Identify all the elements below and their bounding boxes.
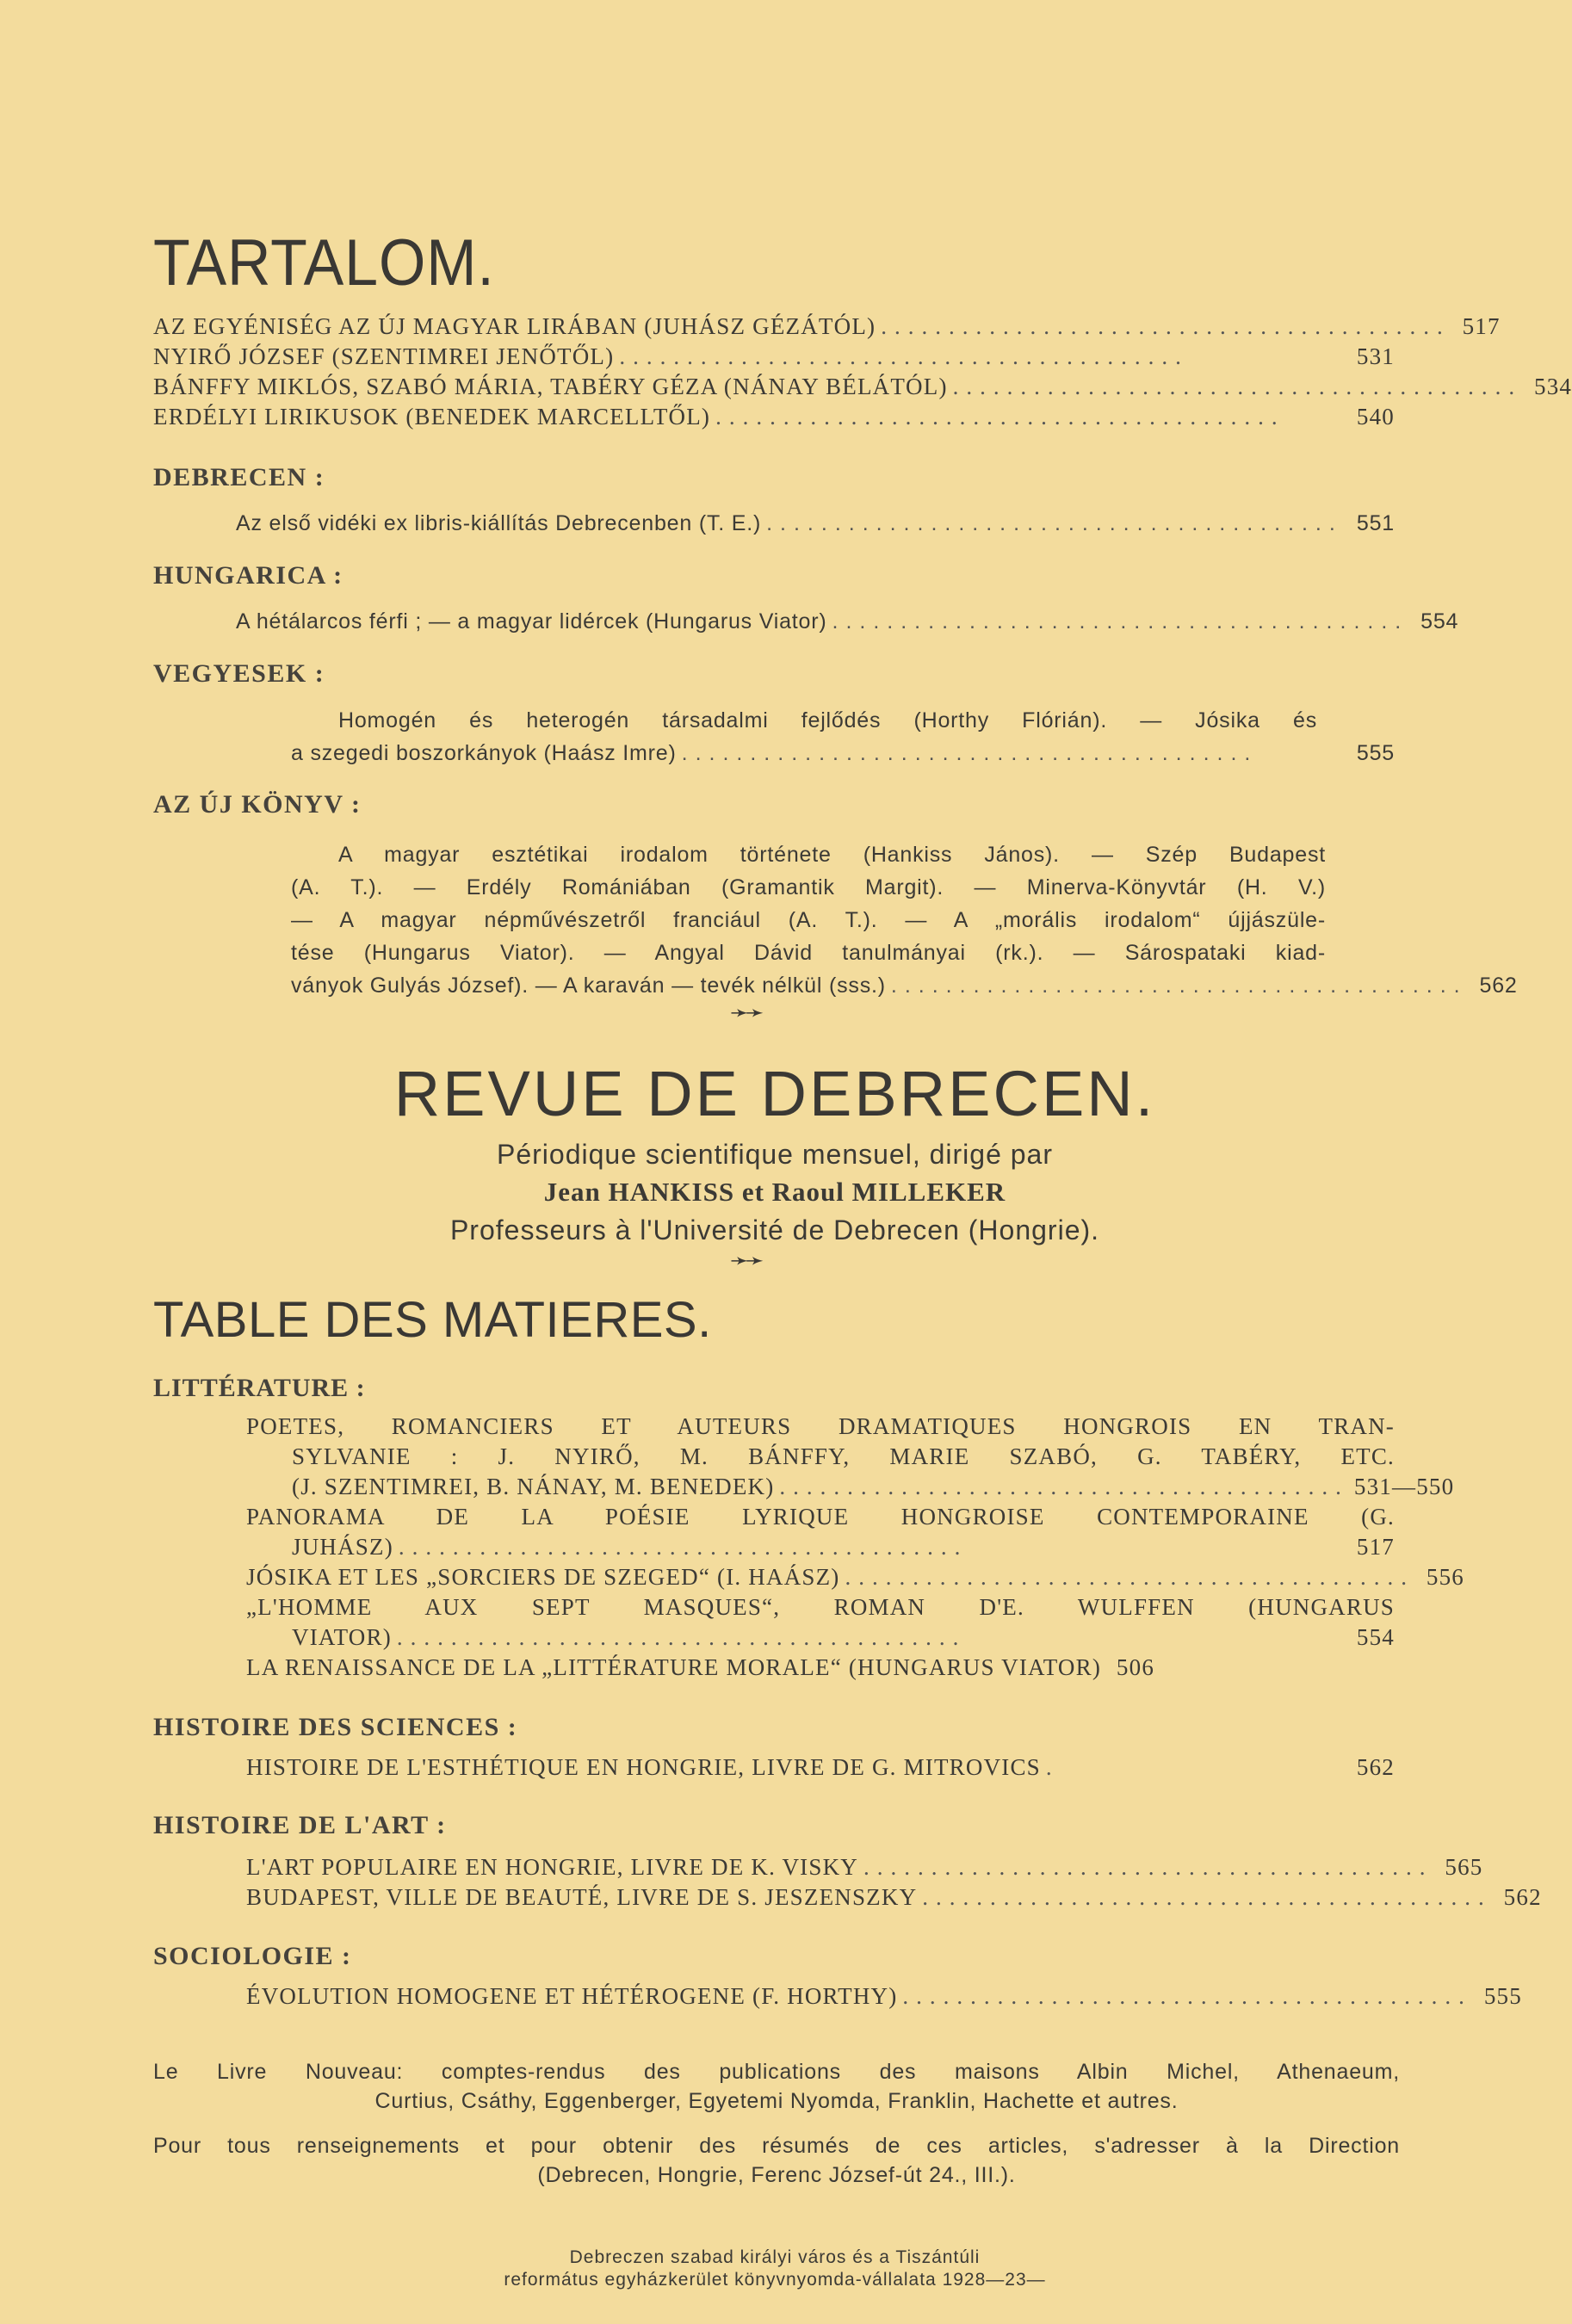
section-uj-konyv — [153, 790, 1518, 1002]
entry-page: 531 — [1356, 343, 1395, 369]
toc-entry[interactable]: BUDAPEST, VILLE DE BEAUTÉ, LIVRE DE S. JESZENSZKY .......................................... 562 — [246, 1884, 1542, 1910]
toc-entry[interactable]: ERDÉLYI LIRIKUSOK (BENEDEK MARCELLTŐL) .......................................... 540 — [153, 402, 1395, 432]
toc-entry[interactable]: AZ EGYÉNISÉG AZ ÚJ MAGYAR LIRÁBAN (JUHÁSZ GÉZÁTÓL) .......................................... 517 — [153, 312, 1395, 342]
section-heading: HISTOIRE DE L'ART : — [153, 1811, 447, 1839]
entry-text: BÁNFFY MIKLÓS, SZABÓ MÁRIA, TABÉRY GÉZA (NÁNAY BÉLÁTÓL) — [153, 374, 948, 399]
toc-entry[interactable]: JÓSIKA ET LES „SORCIERS DE SZEGED“ (I. HAÁSZ) .......................................... 556 — [246, 1564, 1464, 1590]
section-litterature — [153, 1374, 1464, 1683]
printer-imprint: Debreczen szabad királyi város és a Tiszántúli református egyházkerület könyvnyomda-vállalata 1928—23— — [504, 2247, 1046, 2290]
toc-entry[interactable]: NYIRŐ JÓZSEF (SZENTIMREI JENŐTŐL) .......................................... 531 — [153, 342, 1395, 372]
revue-subtitle: Périodique scientifique mensuel, dirigé par — [496, 1139, 1053, 1170]
litterature-entries: POETES, ROMANCIERS ET AUTEURS DRAMATIQUES HONGROIS EN TRAN- SYLVANIE : J. NYIRŐ, M. BÁNFFY, MARIE SZABÓ, G. TABÉRY, ETC. (J. SZENTIMREI, B. NÁNAY, M. BENEDEK) .......................................... 531—550 PANORAMA DE LA POÉSIE LYRIQUE HONGROISE CONTEMPORAINE (G. JUHÁSZ) .......................................... 517 JÓSIKA ET LES „SORCIERS DE SZEGED“ (I. HAÁSZ) .......................................... 556 „L'HOMME AUX SEPT MASQUES“, ROMAN D'E. WULFFEN (HUNGARUS VIATOR) .......................................... 554 LA RENAISSANCE DE LA „LITTÉRATURE MORALE“ (HUNGARUS VIATOR) 506 — [153, 1412, 1395, 1683]
section-sciences — [153, 1713, 1395, 1781]
section-heading: HISTOIRE DES SCIENCES : — [153, 1713, 518, 1741]
toc-entry[interactable]: ványok Gulyás József). — A karaván — tevék nélkül (sss.) .......................................... 562 — [291, 973, 1518, 998]
section-debrecen — [153, 463, 1395, 536]
ornament-icon: ➛➛ — [730, 1000, 761, 1025]
entry-text-line: Homogén és heterogén társadalmi fejlődés (Horthy Flórián). — Jósika és — [338, 708, 1317, 732]
toc-entry[interactable]: JUHÁSZ) .......................................... 517 — [292, 1534, 1395, 1560]
toc-entry[interactable]: (J. SZENTIMREI, B. NÁNAY, M. BENEDEK) .......................................... 531—550 — [292, 1474, 1455, 1499]
section-heading: DEBRECEN : — [153, 463, 325, 491]
entry-text: NYIRŐ JÓZSEF (SZENTIMREI JENŐTŐL) — [153, 343, 615, 369]
entry-text: ERDÉLYI LIRIKUSOK (BENEDEK MARCELLTŐL) — [153, 404, 711, 430]
entry-page: 540 — [1356, 404, 1395, 430]
revue-header — [0, 1057, 1550, 1249]
toc-entry[interactable]: LA RENAISSANCE DE LA „LITTÉRATURE MORALE“ (HUNGARUS VIATOR) 506 — [246, 1654, 1155, 1680]
section-heading: SOCIOLOGIE : — [153, 1942, 352, 1970]
note-contact: Pour tous renseignements et pour obtenir des résumés de ces articles, s'adresser à la Direction (Debrecen, Hongrie, Ferenc József-út 24., III.). — [153, 2134, 1400, 2187]
note-livre-nouveau: Le Livre Nouveau: comptes-rendus des publications des maisons Albin Michel, Athenaeum, Curtius, Csáthy, Eggenberger, Egyetemi Nyomda, Franklin, Hachette et autres. — [153, 2060, 1400, 2113]
toc-title-hu: TARTALOM. — [153, 226, 495, 300]
entry-page: 534 — [1534, 374, 1572, 399]
section-vegyesek — [153, 659, 1395, 770]
toc-title-fr: TABLE DES MATIERES. — [153, 1292, 712, 1348]
section-hungarica — [153, 561, 1459, 634]
toc-entry[interactable]: Az első vidéki ex libris-kiállítás Debrecenben (T. E.) .......................................... 551 — [236, 511, 1395, 535]
toc-entry[interactable]: ÉVOLUTION HOMOGENE ET HÉTÉROGENE (F. HORTHY) .......................................... 555 — [246, 1983, 1522, 2009]
toc-entry[interactable]: A hétálarcos férfi ; — a magyar lidércek (Hungarus Viator) .......................................... 554 — [236, 609, 1459, 634]
revue-affiliation: Professeurs à l'Université de Debrecen (Hongrie). — [449, 1215, 1100, 1245]
toc-entry[interactable]: VIATOR) .......................................... 554 — [292, 1624, 1395, 1650]
entry-page: 517 — [1462, 313, 1501, 339]
toc-entry[interactable]: a szegedi boszorkányok (Haász Imre) .......................................... 555 — [291, 741, 1395, 765]
section-heading: AZ ÚJ KÖNYV : — [153, 790, 362, 819]
revue-title: REVUE DE DEBRECEN. — [393, 1058, 1156, 1129]
toc-hu-main — [153, 312, 1572, 432]
toc-entry[interactable]: BÁNFFY MIKLÓS, SZABÓ MÁRIA, TABÉRY GÉZA (NÁNAY BÉLÁTÓL) .......................................... 534 — [153, 372, 1395, 402]
section-heading: VEGYESEK : — [153, 659, 325, 688]
ornament-icon: ➛➛ — [730, 1248, 761, 1273]
toc-entry[interactable]: HISTOIRE DE L'ESTHÉTIQUE EN HONGRIE, LIVRE DE G. MITROVICS . 562 — [246, 1754, 1395, 1780]
section-heading: HUNGARICA : — [153, 561, 343, 590]
section-art — [153, 1811, 1542, 1913]
entry-paragraph: A magyar esztétikai irodalom története (Hankiss János). — Szép Budapest (A. T.). — Erdély Romániában (Gramantik Margit). — Minerva-Könyvtár (H. V.) — A magyar népművészetről franciául (A. T.). — A „morális irodalom“ újjászüle- tése (Hungarus Viator). — Angyal Dávid tanulmányai (rk.). — Sárospataki kiad- — [291, 843, 1326, 965]
section-sociologie — [153, 1942, 1522, 2010]
entry-text: AZ EGYÉNISÉG AZ ÚJ MAGYAR LIRÁBAN (JUHÁSZ GÉZÁTÓL) — [153, 313, 876, 339]
section-heading: LITTÉRATURE : — [153, 1374, 366, 1402]
toc-entry[interactable]: L'ART POPULAIRE EN HONGRIE, LIVRE DE K. VISKY .......................................... 565 — [246, 1854, 1483, 1880]
revue-editors: Jean HANKISS et Raoul MILLEKER — [543, 1177, 1006, 1207]
